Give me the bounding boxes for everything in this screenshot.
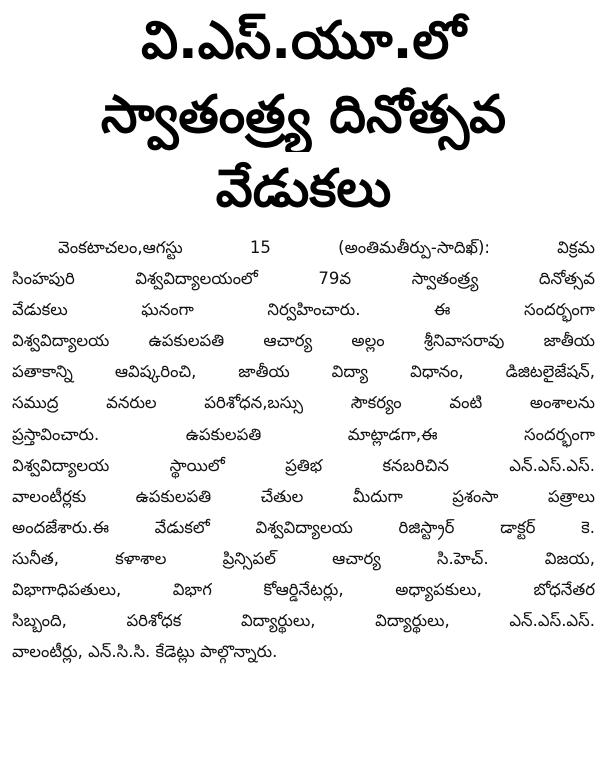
headline-line-2: స్వాతంత్ర్య దినోత్సవ [100, 85, 507, 145]
body-line: విశ్వవిద్యాలయ ఉపకులపతి ఆచార్య అల్లం శ్రీనివాసరావు జాతీయ [12, 331, 595, 351]
body-line: సింహపురి విశ్వవిద్యాలయంలో 79వ స్వాతంత్ర్య దినోత్సవ [12, 269, 595, 289]
body-line: వేడుకలు ఘనంగా నిర్వహించారు. ఈ సందర్భంగా [12, 300, 595, 320]
body-line: అందజేశారు.ఈ వేడుకలో విశ్వవిద్యాలయ రిజిస్ట్రార్ డాక్టర్ కె. [12, 517, 595, 537]
article-headline [10, 4, 597, 226]
article-body [12, 232, 595, 667]
body-line: వెంకటాచలం,ఆగస్టు 15 (అంతిమతీర్పు-సాదిఖ్): విక్రమ [58, 238, 595, 257]
body-line: వాలంటీర్లు, ఎన్.సి.సి. కేడెట్లు పాల్గొన్నారు. [12, 642, 278, 662]
body-line: పతాకాన్ని ఆవిష్కరించి, జాతీయ విద్యా విధానం, డిజిటలైజేషన్, [12, 362, 595, 382]
body-line: విశ్వవిద్యాలయ స్థాయిలో ప్రతిభ కనబరిచిన ఎన్.ఎస్.ఎస్. [12, 455, 595, 475]
body-line: సిబ్బంది, పరిశోధక విద్యార్థులు, విద్యార్థులు, ఎన్.ఎస్.ఎస్. [12, 611, 595, 631]
body-line: వాలంటీర్లకు ఉపకులపతి చేతుల మీదుగా ప్రశంసా పత్రాలు [12, 486, 595, 506]
body-line: విభాగాధిపతులు, విభాగ కోఆర్డినేటర్లు, అధ్యాపకులు, బోధనేతర [12, 580, 595, 600]
body-line: సముద్ర వనరుల పరిశోధన,బస్సు సౌకర్యం వంటి అంశాలను [12, 393, 595, 413]
headline-line-1: వి.ఎస్.యూ.లో [141, 11, 466, 71]
body-line: సునీత, కళాశాల ప్రిన్సిపల్ ఆచార్య సి.హెచ్. విజయ, [12, 548, 595, 568]
headline-line-3: వేడుకలు [215, 159, 392, 219]
body-line: ప్రస్తావించారు. ఉపకులపతి మాట్లాడగా,ఈ సందర్భంగా [12, 424, 595, 444]
